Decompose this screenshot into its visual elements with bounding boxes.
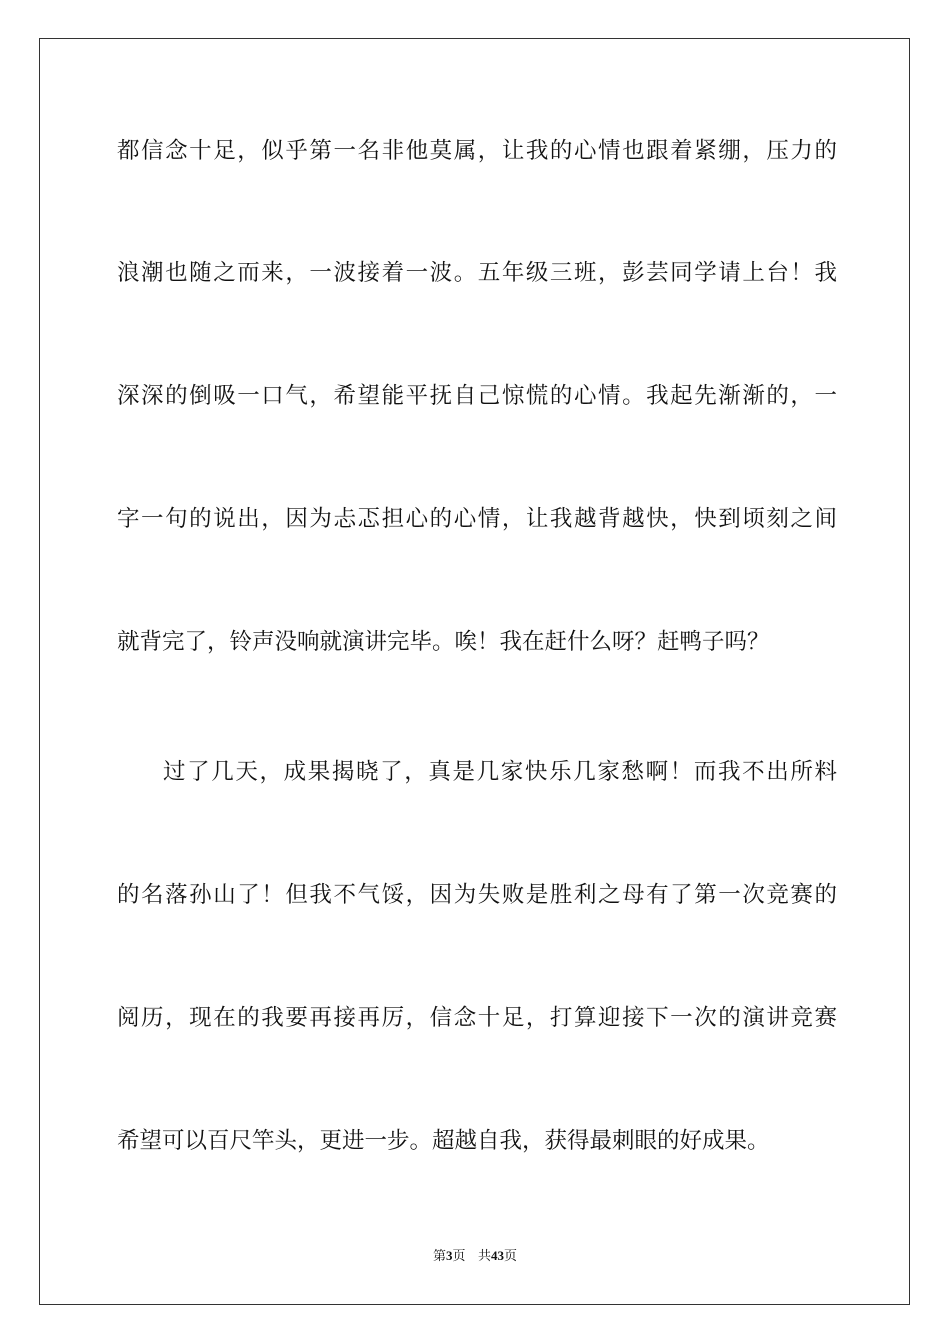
paragraph-line-8: 阅历，现在的我要再接再厉，信念十足，打算迎接下一次的演讲竞赛	[117, 1005, 837, 1031]
paragraph-line-2: 浪潮也随之而来，一波接着一波。五年级三班，彭芸同学请上台！我	[117, 260, 837, 286]
paragraph-line-3: 深深的倒吸一口气，希望能平抚自己惊慌的心情。我起先渐渐的，一	[117, 383, 837, 409]
page-suffix: 页	[452, 1249, 466, 1264]
page-footer	[0, 1247, 950, 1266]
paragraph-line-6: 过了几天，成果揭晓了，真是几家快乐几家愁啊！而我不出所料	[163, 759, 837, 785]
paragraph-line-7: 的名落孙山了！但我不气馁，因为失败是胜利之母有了第一次竞赛的	[117, 882, 837, 908]
paragraph-line-1: 都信念十足，似乎第一名非他莫属，让我的心情也跟着紧绷，压力的	[117, 138, 837, 164]
current-page-number: 3	[446, 1248, 453, 1263]
page-border	[39, 38, 910, 1305]
paragraph-line-5: 就背完了，铃声没响就演讲完毕。唉！我在赶什么呀？赶鸭子吗？	[117, 629, 770, 655]
total-page-count: 43	[490, 1248, 504, 1263]
total-suffix: 页	[503, 1249, 517, 1264]
page-prefix: 第	[433, 1249, 447, 1264]
paragraph-line-9: 希望可以百尺竿头，更进一步。超越自我，获得最刺眼的好成果。	[117, 1128, 770, 1154]
paragraph-line-4: 字一句的说出，因为忐忑担心的心情，让我越背越快，快到顷刻之间	[117, 506, 837, 532]
total-prefix: 共	[477, 1249, 491, 1264]
